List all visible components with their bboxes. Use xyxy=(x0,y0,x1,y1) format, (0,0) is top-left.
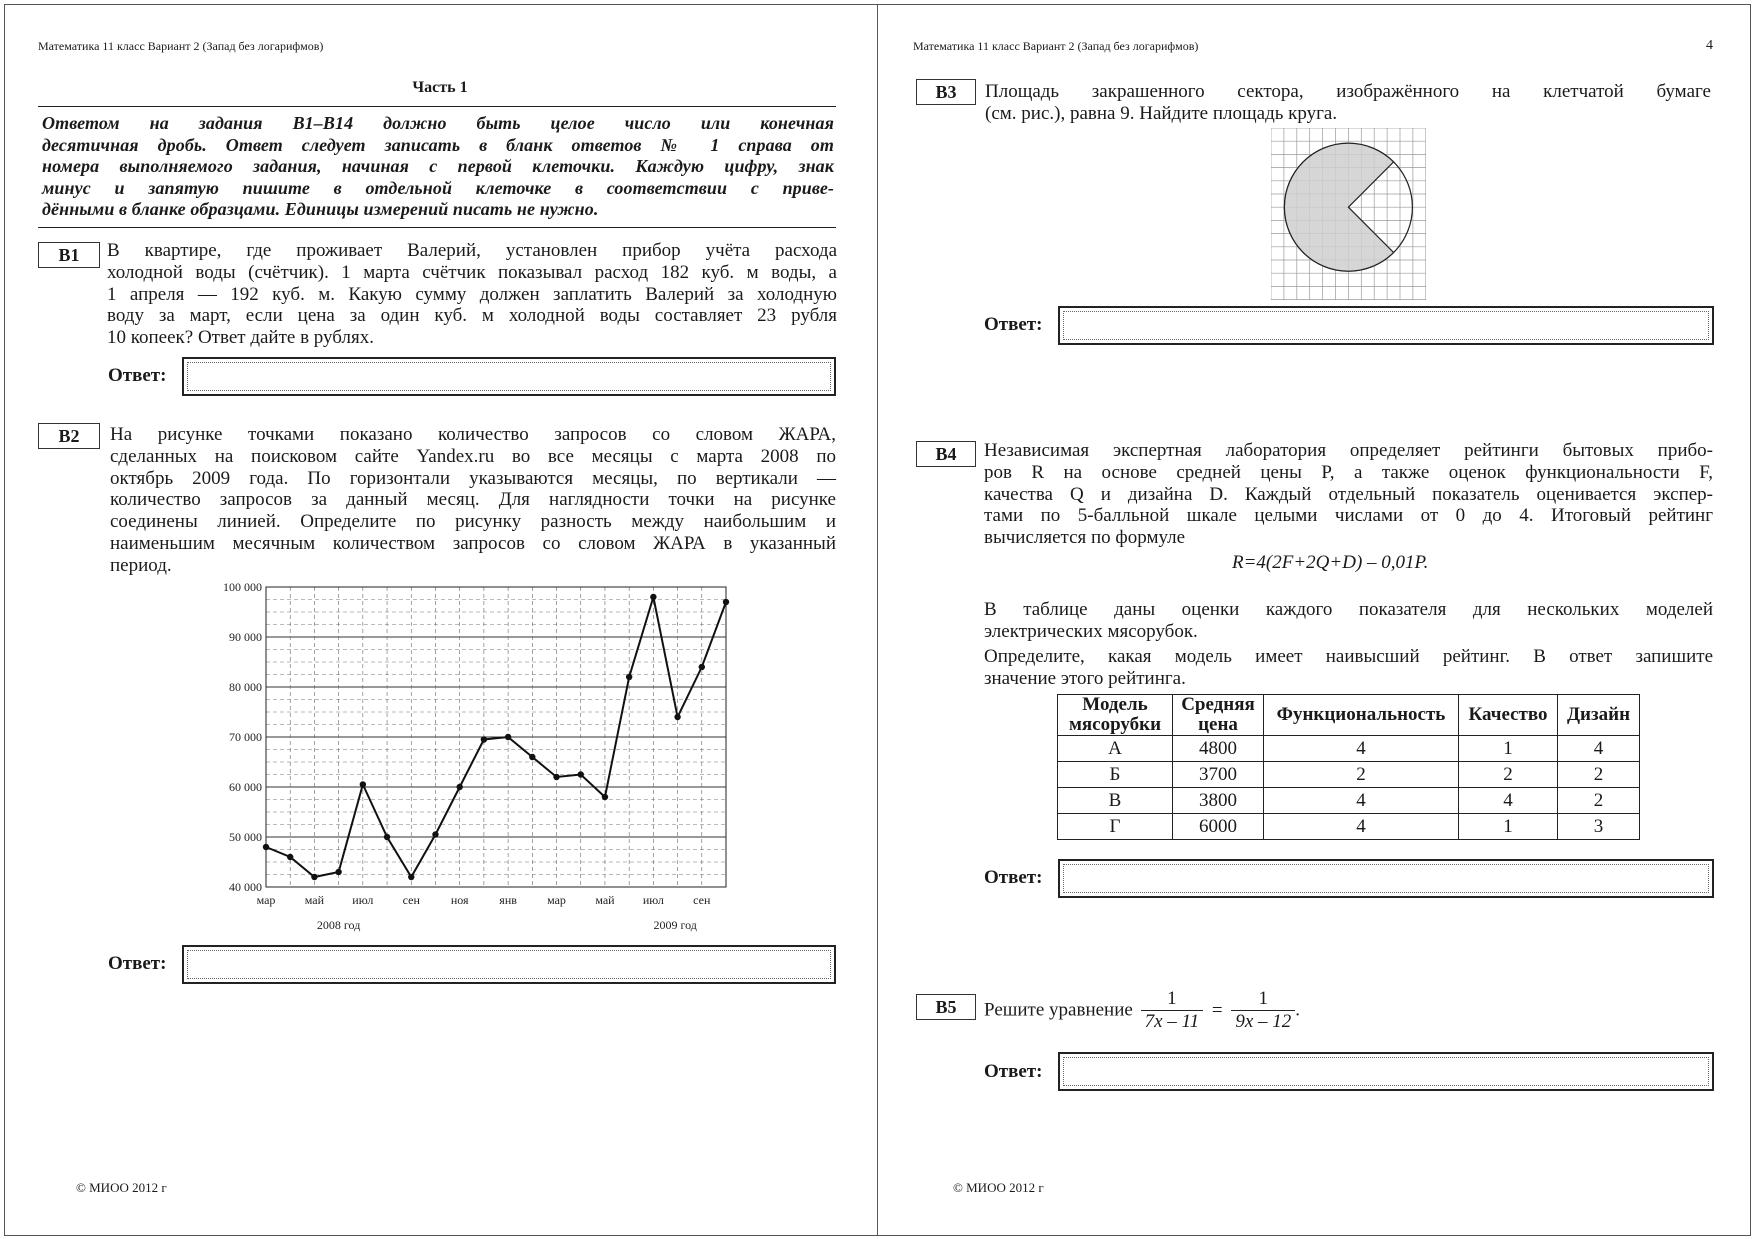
table-cell: А xyxy=(1058,736,1173,762)
y-tick-label: 70 000 xyxy=(229,730,262,744)
table-cell: 2 xyxy=(1459,762,1558,788)
b4-line: Независимая экспертная лаборатория определяет рейтинги бытовых прибо- xyxy=(984,440,1713,461)
period: . xyxy=(1295,999,1300,1021)
col-header: Качество xyxy=(1459,695,1558,736)
question-text-b2 xyxy=(110,424,836,577)
data-point xyxy=(723,599,729,605)
table-row xyxy=(1058,736,1640,762)
data-point xyxy=(529,754,535,760)
page-number: 4 xyxy=(1706,38,1713,53)
b5-text: Решите уравнение xyxy=(984,999,1133,1021)
instr-line: десятичная дробь. Ответ следует записать в бланк ответов № 1 справа от xyxy=(42,134,834,155)
answer-label-b2: Ответ: xyxy=(108,953,167,974)
y-tick-label: 100 000 xyxy=(223,580,262,594)
b4-line: вычисляется по формуле xyxy=(984,527,1186,549)
fraction-left xyxy=(1141,988,1204,1033)
data-point xyxy=(263,844,269,850)
x-tick-label: июл xyxy=(352,893,374,907)
question-text-b4-task xyxy=(984,646,1713,690)
equals-sign: = xyxy=(1211,999,1223,1021)
data-point xyxy=(456,784,462,790)
divider-bottom xyxy=(38,227,836,228)
answer-label-b4: Ответ: xyxy=(984,867,1043,888)
b4-line: тами по 5-балльной шкале целыми числами от 0 до 4. Итоговый рейтинг xyxy=(984,505,1713,527)
y-tick-label: 80 000 xyxy=(229,680,262,694)
ratings-table xyxy=(1057,694,1640,840)
question-text-b4-table-intro xyxy=(984,599,1713,643)
table-cell: 2 xyxy=(1558,788,1640,814)
fraction-numerator: 1 xyxy=(1141,988,1204,1011)
answer-field-b5[interactable] xyxy=(1058,1052,1714,1091)
x-tick-label: сен xyxy=(693,893,711,907)
table-header-row xyxy=(1058,695,1640,736)
answer-field-b4[interactable] xyxy=(1058,859,1714,898)
col-header: Дизайн xyxy=(1558,695,1640,736)
header-right: Математика 11 класс Вариант 2 (Запад без логарифмов) xyxy=(913,39,1199,53)
b2-line: октябрь 2009 года. По горизонтали указываются месяцы, по вертикали — xyxy=(110,467,836,489)
answer-label-b1: Ответ: xyxy=(108,365,167,386)
answer-label-b3: Ответ: xyxy=(984,314,1043,335)
b3-line: Площадь закрашенного сектора, изображённого на клетчатой бумаге xyxy=(985,81,1711,102)
col-header: Функциональность xyxy=(1264,695,1459,736)
x-tick-label: мар xyxy=(547,893,566,907)
b4-line: Определите, какая модель имеет наивысший рейтинг. В ответ запишите xyxy=(984,646,1713,667)
b2-line: наименьшим месячным количеством запросов со словом ЖАРА в указанный xyxy=(110,532,836,554)
x-tick-label: ноя xyxy=(450,893,469,907)
fraction-numerator: 1 xyxy=(1231,988,1295,1011)
table-cell: 4 xyxy=(1558,736,1640,762)
b4-line: В таблице даны оценки каждого показателя для нескольких моделей xyxy=(984,599,1713,620)
question-label-b1: B1 xyxy=(38,242,100,268)
y-tick-label: 40 000 xyxy=(229,880,262,894)
data-point xyxy=(578,771,584,777)
yandex-queries-line-chart xyxy=(200,580,740,940)
x-tick-label: май xyxy=(304,893,325,907)
answer-field-b2[interactable] xyxy=(182,945,836,984)
table-row xyxy=(1058,788,1640,814)
data-point xyxy=(650,594,656,600)
y-tick-label: 60 000 xyxy=(229,780,262,794)
b1-line: холодной воды (счётчик). 1 марта счётчик показывал расход 182 куб. м воды, а xyxy=(107,261,837,283)
x-tick-label: июл xyxy=(642,893,664,907)
data-point xyxy=(432,831,438,837)
question-label-b5: B5 xyxy=(916,994,976,1020)
data-point xyxy=(481,736,487,742)
instr-line: минус и запятую пишите в отдельной клеточке в соответствии с приве- xyxy=(42,177,834,198)
table-cell: 4800 xyxy=(1173,736,1264,762)
data-point xyxy=(699,664,705,670)
instr-line: Ответом на задания B1–B14 должно быть целое число или конечная xyxy=(42,113,834,133)
table-cell: 2 xyxy=(1558,762,1640,788)
answer-field-b1[interactable] xyxy=(182,357,836,396)
table-cell: 4 xyxy=(1264,814,1459,840)
b2-line: сделанных на поисковом сайте Yandex.ru во все месяцы с марта 2008 по xyxy=(110,445,836,467)
x-tick-label: май xyxy=(595,893,615,907)
table-cell: В xyxy=(1058,788,1173,814)
table-cell: 3800 xyxy=(1173,788,1264,814)
b1-line: 1 апреля — 192 куб. м. Какую сумму должен заплатить Валерий за холодную xyxy=(107,283,837,305)
table-cell: Г xyxy=(1058,814,1173,840)
circle-sector-figure xyxy=(1271,128,1426,300)
table-cell: 1 xyxy=(1459,736,1558,762)
table-row xyxy=(1058,814,1640,840)
b2-line: На рисунке точками показано количество запросов со словом ЖАРА, xyxy=(110,424,836,445)
question-text-b4 xyxy=(984,440,1713,549)
header-left: Математика 11 класс Вариант 2 (Запад без логарифмов) xyxy=(38,39,324,53)
data-point xyxy=(335,869,341,875)
b4-line: электрических мясорубок. xyxy=(984,620,1198,642)
b1-line: воду за март, если цена за один куб. м холодной воды составляет 23 рубля xyxy=(107,305,837,327)
year-label: 2008 год xyxy=(316,918,361,932)
b4-line: ров R на основе средней цены P, а также оценок функциональности F, xyxy=(984,461,1713,483)
question-text-b3 xyxy=(985,81,1711,125)
data-point xyxy=(626,674,632,680)
answer-label-b5: Ответ: xyxy=(984,1061,1043,1082)
question-text-b5 xyxy=(984,988,1300,1033)
x-tick-label: мар xyxy=(256,893,276,907)
question-label-b4: B4 xyxy=(916,441,976,467)
b4-line: значение этого рейтинга. xyxy=(984,667,1186,689)
question-label-b3: B3 xyxy=(916,79,976,105)
footer-left: © МИОО 2012 г xyxy=(76,1180,167,1195)
table-cell: 3700 xyxy=(1173,762,1264,788)
table-cell: 4 xyxy=(1264,788,1459,814)
table-cell: 2 xyxy=(1264,762,1459,788)
b2-line: соединены линией. Определите по рисунку разность между наибольшим и xyxy=(110,511,836,533)
data-point xyxy=(311,874,317,880)
fraction-denominator: 9x – 12 xyxy=(1235,1011,1292,1032)
table-cell: Б xyxy=(1058,762,1173,788)
question-text-b1 xyxy=(107,240,837,349)
table-cell: 1 xyxy=(1459,814,1558,840)
fraction-denominator: 7x – 11 xyxy=(1144,1011,1200,1032)
fraction-right xyxy=(1231,988,1295,1033)
y-tick-label: 50 000 xyxy=(229,830,262,844)
b2-line: количество запросов за данный месяц. Для наглядности точки на рисунке xyxy=(110,489,836,511)
x-tick-label: сен xyxy=(402,893,420,907)
footer-right: © МИОО 2012 г xyxy=(953,1180,1044,1195)
instructions xyxy=(42,113,834,221)
col-header: Средняя цена xyxy=(1173,695,1264,736)
data-point xyxy=(553,774,559,780)
question-label-b2: B2 xyxy=(38,423,100,449)
y-tick-label: 90 000 xyxy=(229,630,262,644)
b1-line: В квартире, где проживает Валерий, установлен прибор учёта расхода xyxy=(107,240,837,261)
data-point xyxy=(360,781,366,787)
data-point xyxy=(674,714,680,720)
b3-line: (см. рис.), равна 9. Найдите площадь круга. xyxy=(985,102,1338,124)
table-cell: 6000 xyxy=(1173,814,1264,840)
b2-line: период. xyxy=(110,554,172,576)
data-point xyxy=(408,874,414,880)
data-point xyxy=(602,794,608,800)
year-label: 2009 год xyxy=(653,918,697,932)
instr-line: дёнными в бланке образцами. Единицы измерений писать не нужно. xyxy=(42,199,599,219)
table-cell: 3 xyxy=(1558,814,1640,840)
data-point xyxy=(287,854,293,860)
table-cell: 4 xyxy=(1459,788,1558,814)
answer-field-b3[interactable] xyxy=(1058,306,1714,345)
divider-top xyxy=(38,106,836,107)
b4-line: качества Q и дизайна D. Каждый отдельный показатель оценивается экспер- xyxy=(984,483,1713,505)
data-point xyxy=(505,734,511,740)
col-header: Модель мясорубки xyxy=(1058,695,1173,736)
data-point xyxy=(384,834,390,840)
x-tick-label: янв xyxy=(499,893,517,907)
rating-formula: R=4(2F+2Q+D) – 0,01P. xyxy=(1232,552,1429,573)
b1-line: 10 копеек? Ответ дайте в рублях. xyxy=(107,327,374,349)
table-cell: 4 xyxy=(1264,736,1459,762)
part-title: Часть 1 xyxy=(412,79,468,96)
table-row xyxy=(1058,762,1640,788)
instr-line: номера выполняемого задания, начиная с первой клеточки. Каждую цифру, знак xyxy=(42,156,834,176)
